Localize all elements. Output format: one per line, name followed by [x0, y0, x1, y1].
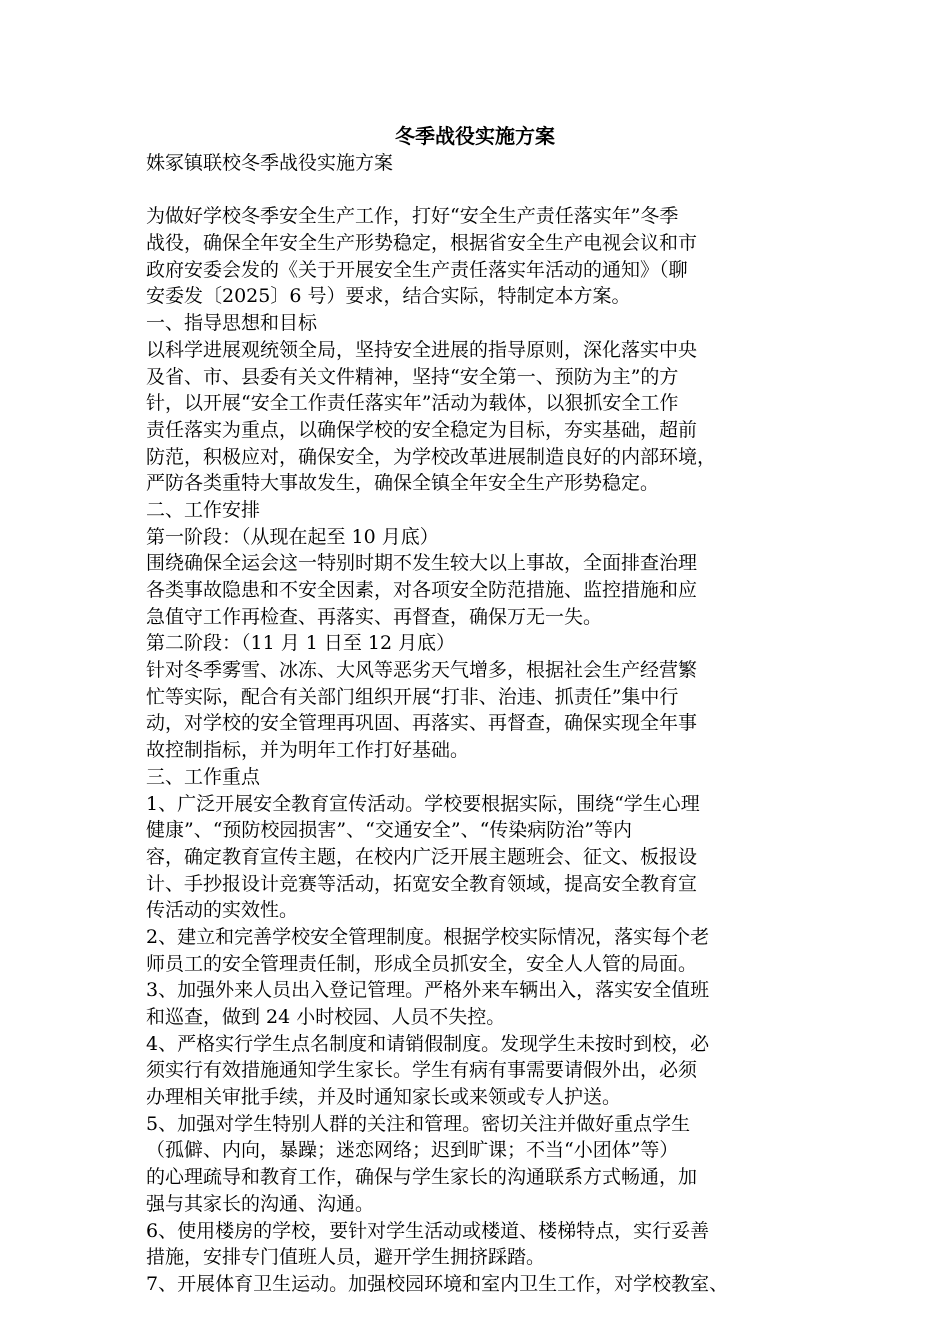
paragraph-line: 忙等实际，配合有关部门组织开展“打非、治违、抓责任”集中行 — [146, 685, 679, 708]
paragraph-line: 2、建立和完善学校安全管理制度。根据学校实际情况，落实每个老 — [146, 925, 710, 948]
paragraph-line: 7、开展体育卫生运动。加强校园环境和室内卫生工作，对学校教室、 — [146, 1272, 729, 1295]
paragraph-line: 安委发〔2025〕6 号）要求，结合实际，特制定本方案。 — [146, 285, 631, 308]
paragraph-line: 责任落实为重点，以确保学校的安全稳定为目标，夯实基础，超前 — [146, 418, 698, 441]
stage-heading: 第二阶段：（11 月 1 日至 12 月底） — [146, 632, 456, 655]
paragraph-line: 防范，积极应对，确保安全，为学校改革进展制造良好的内部环境， — [146, 445, 717, 468]
paragraph-line: 以科学进展观统领全局，坚持安全进展的指导原则，深化落实中央 — [146, 338, 698, 361]
paragraph-line: 须实行有效措施通知学生家长。学生有病有事需要请假外出，必须 — [146, 1059, 698, 1082]
document-subtitle: 姝冢镇联校冬季战役实施方案 — [146, 152, 394, 174]
paragraph-line: 措施，安排专门值班人员，避开学生拥挤踩踏。 — [146, 1246, 546, 1269]
paragraph-line: 4、严格实行学生点名制度和请销假制度。发现学生未按时到校，必 — [146, 1032, 710, 1055]
section-heading: 二、工作安排 — [146, 498, 261, 521]
paragraph-line: 5、加强对学生特别人群的关注和管理。密切关注并做好重点学生 — [146, 1112, 691, 1135]
paragraph-line: 动，对学校的安全管理再巩固、再落实、再督查，确保实现全年事 — [146, 712, 698, 735]
paragraph-line: 围绕确保全运会这一特别时期不发生较大以上事故，全面排查治理 — [146, 552, 698, 575]
paragraph-line: 政府安委会发的《关于开展安全生产责任落实年活动的通知》（聊 — [146, 258, 688, 281]
paragraph-line: 3、加强外来人员出入登记管理。严格外来车辆出入，落实安全值班 — [146, 979, 710, 1002]
paragraph-line: 的心理疏导和教育工作，确保与学生家长的沟通联系方式畅通，加 — [146, 1166, 698, 1189]
paragraph-line: 健康”、“预防校园损害”、“交通安全”、“传染病防治”等内 — [146, 819, 632, 842]
paragraph-line: 师员工的安全管理责任制，形成全员抓安全，安全人人管的局面。 — [146, 952, 698, 975]
document-body — [146, 150, 826, 1298]
paragraph-line: 故控制指标，并为明年工作打好基础。 — [146, 739, 470, 762]
paragraph-line: 战役，确保全年安全生产形势稳定，根据省安全生产电视会议和市 — [146, 232, 698, 255]
paragraph-line: 各类事故隐患和不安全因素，对各项安全防范措施、监控措施和应 — [146, 579, 698, 601]
stage-heading: 第一阶段：（从现在起至 10 月底） — [146, 525, 439, 548]
blank-line — [146, 177, 826, 204]
document-title: 冬季战役实施方案 — [395, 124, 555, 148]
paragraph-line: 针对冬季雾雪、冰冻、大风等恶劣天气增多，根据社会生产经营繁 — [146, 659, 698, 682]
paragraph-line: （孤僻、内向，暴躁；迷恋网络；迟到旷课；不当“小团体”等） — [146, 1139, 679, 1162]
paragraph-line: 和巡查，做到 24 小时校园、人员不失控。 — [146, 1006, 506, 1028]
paragraph-line: 6、使用楼房的学校，要针对学生活动或楼道、楼梯特点，实行妥善 — [146, 1219, 710, 1242]
paragraph-line: 及省、市、县委有关文件精神，坚持“安全第一、预防为主”的方 — [146, 365, 679, 388]
section-heading: 一、指导思想和目标 — [146, 312, 318, 335]
paragraph-line: 为做好学校冬季安全生产工作，打好“安全生产责任落实年”冬季 — [146, 205, 679, 228]
paragraph-line: 1、广泛开展安全教育宣传活动。学校要根据实际，围绕“学生心理 — [146, 792, 700, 815]
section-heading: 三、工作重点 — [146, 765, 261, 788]
paragraph-line: 急值守工作再检查、再落实、再督查，确保万无一失。 — [146, 605, 603, 628]
paragraph-line: 容，确定教育宣传主题，在校内广泛开展主题班会、征文、板报设 — [146, 845, 698, 868]
paragraph-line: 办理相关审批手续，并及时通知家长或来领或专人护送。 — [146, 1086, 622, 1109]
paragraph-line: 针，以开展“安全工作责任落实年”活动为载体，以狠抓安全工作 — [146, 392, 679, 415]
paragraph-line: 严防各类重特大事故发生，确保全镇全年安全生产形势稳定。 — [146, 472, 660, 495]
paragraph-line: 计、手抄报设计竞赛等活动，拓宽安全教育领域，提高安全教育宣 — [146, 872, 698, 895]
paragraph-line: 传活动的实效性。 — [146, 899, 299, 922]
paragraph-line: 强与其家长的沟通、沟通。 — [146, 1192, 375, 1215]
